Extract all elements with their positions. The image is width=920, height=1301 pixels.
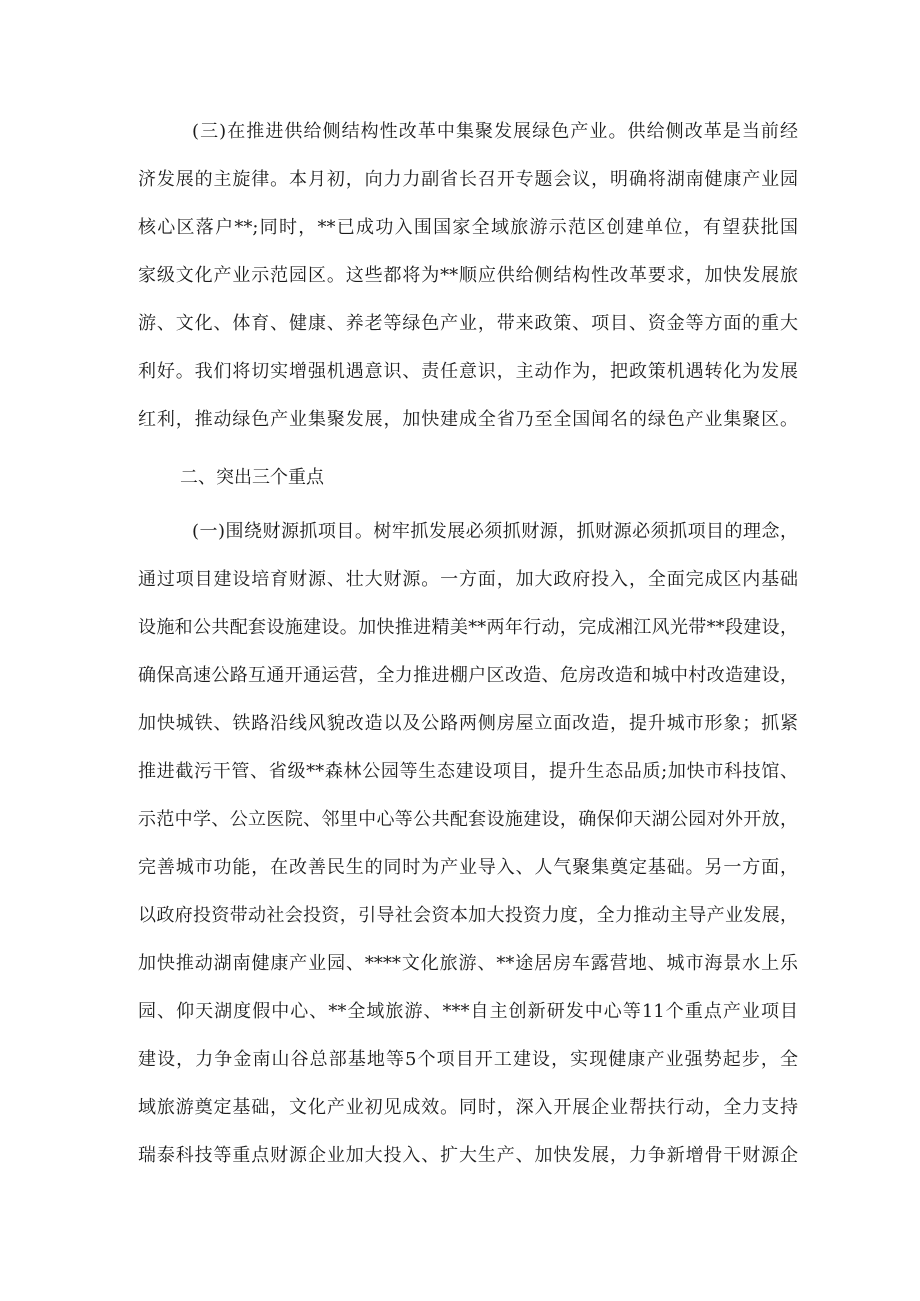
- paragraph-1-line-7: 示范中学、公立医院、邻里中心等公共配套设施建设，确保仰天湖公园对外开放，: [138, 809, 798, 830]
- paragraph-1-line-9: 以政府投资带动社会投资，引导社会资本加大投资力度，全力推动主导产业发展，: [138, 905, 798, 926]
- paragraph-3-line-2: 济发展的主旋律。本月初，向力力副省长召开专题会议，明确将湖南健康产业园: [138, 169, 798, 190]
- paragraph-1-line-8: 完善城市功能，在改善民生的同时为产业导入、人气聚集奠定基础。另一方面，: [138, 857, 798, 878]
- paragraph-1-line-5: 加快城铁、铁路沿线风貌改造以及公路两侧房屋立面改造，提升城市形象；抓紧: [138, 713, 798, 734]
- paragraph-1-line-12: 建设，力争金南山谷总部基地等5个项目开工建设，实现健康产业强势起步，全: [138, 1049, 798, 1070]
- paragraph-1-line-6: 推进截污干管、省级**森林公园等生态建设项目，提升生态品质;加快市科技馆、: [138, 761, 798, 782]
- paragraph-3-line-7: 红利，推动绿色产业集聚发展，加快建成全省乃至全国闻名的绿色产业集聚区。: [138, 409, 798, 430]
- paragraph-1-line-4: 确保高速公路互通开通运营，全力推进棚户区改造、危房改造和城中村改造建设，: [138, 665, 798, 686]
- paragraph-3-line-4: 家级文化产业示范园区。这些都将为**顺应供给侧结构性改革要求，加快发展旅: [138, 265, 798, 286]
- paragraph-1-line-13: 域旅游奠定基础，文化产业初见成效。同时，深入开展企业帮扶行动，全力支持: [138, 1097, 798, 1118]
- paragraph-3-line-5: 游、文化、体育、健康、养老等绿色产业，带来政策、项目、资金等方面的重大: [138, 313, 798, 334]
- paragraph-1-line-11: 园、仰天湖度假中心、**全域旅游、***自主创新研发中心等11个重点产业项目: [138, 1001, 798, 1022]
- paragraph-3-line-6: 利好。我们将切实增强机遇意识、责任意识，主动作为，把政策机遇转化为发展: [138, 361, 798, 382]
- paragraph-1-line-2: 通过项目建设培育财源、壮大财源。一方面，加大政府投入，全面完成区内基础: [138, 569, 798, 590]
- paragraph-1-line-1: (一)围绕财源抓项目。树牢抓发展必须抓财源，抓财源必须抓项目的理念，: [192, 521, 798, 542]
- paragraph-3-line-1: (三)在推进供给侧结构性改革中集聚发展绿色产业。供给侧改革是当前经: [192, 121, 798, 142]
- paragraph-1-line-3: 设施和公共配套设施建设。加快推进精美**两年行动，完成湘江风光带**段建设，: [138, 617, 798, 638]
- paragraph-3-line-3: 核心区落户**;同时，**已成功入围国家全域旅游示范区创建单位，有望获批国: [138, 217, 798, 238]
- paragraph-1-line-10: 加快推动湖南健康产业园、****文化旅游、**途居房车露营地、城市海景水上乐: [138, 953, 798, 974]
- paragraph-1-line-14: 瑞泰科技等重点财源企业加大投入、扩大生产、加快发展，力争新增骨干财源企: [138, 1145, 798, 1166]
- section-heading: 二、突出三个重点: [180, 467, 324, 488]
